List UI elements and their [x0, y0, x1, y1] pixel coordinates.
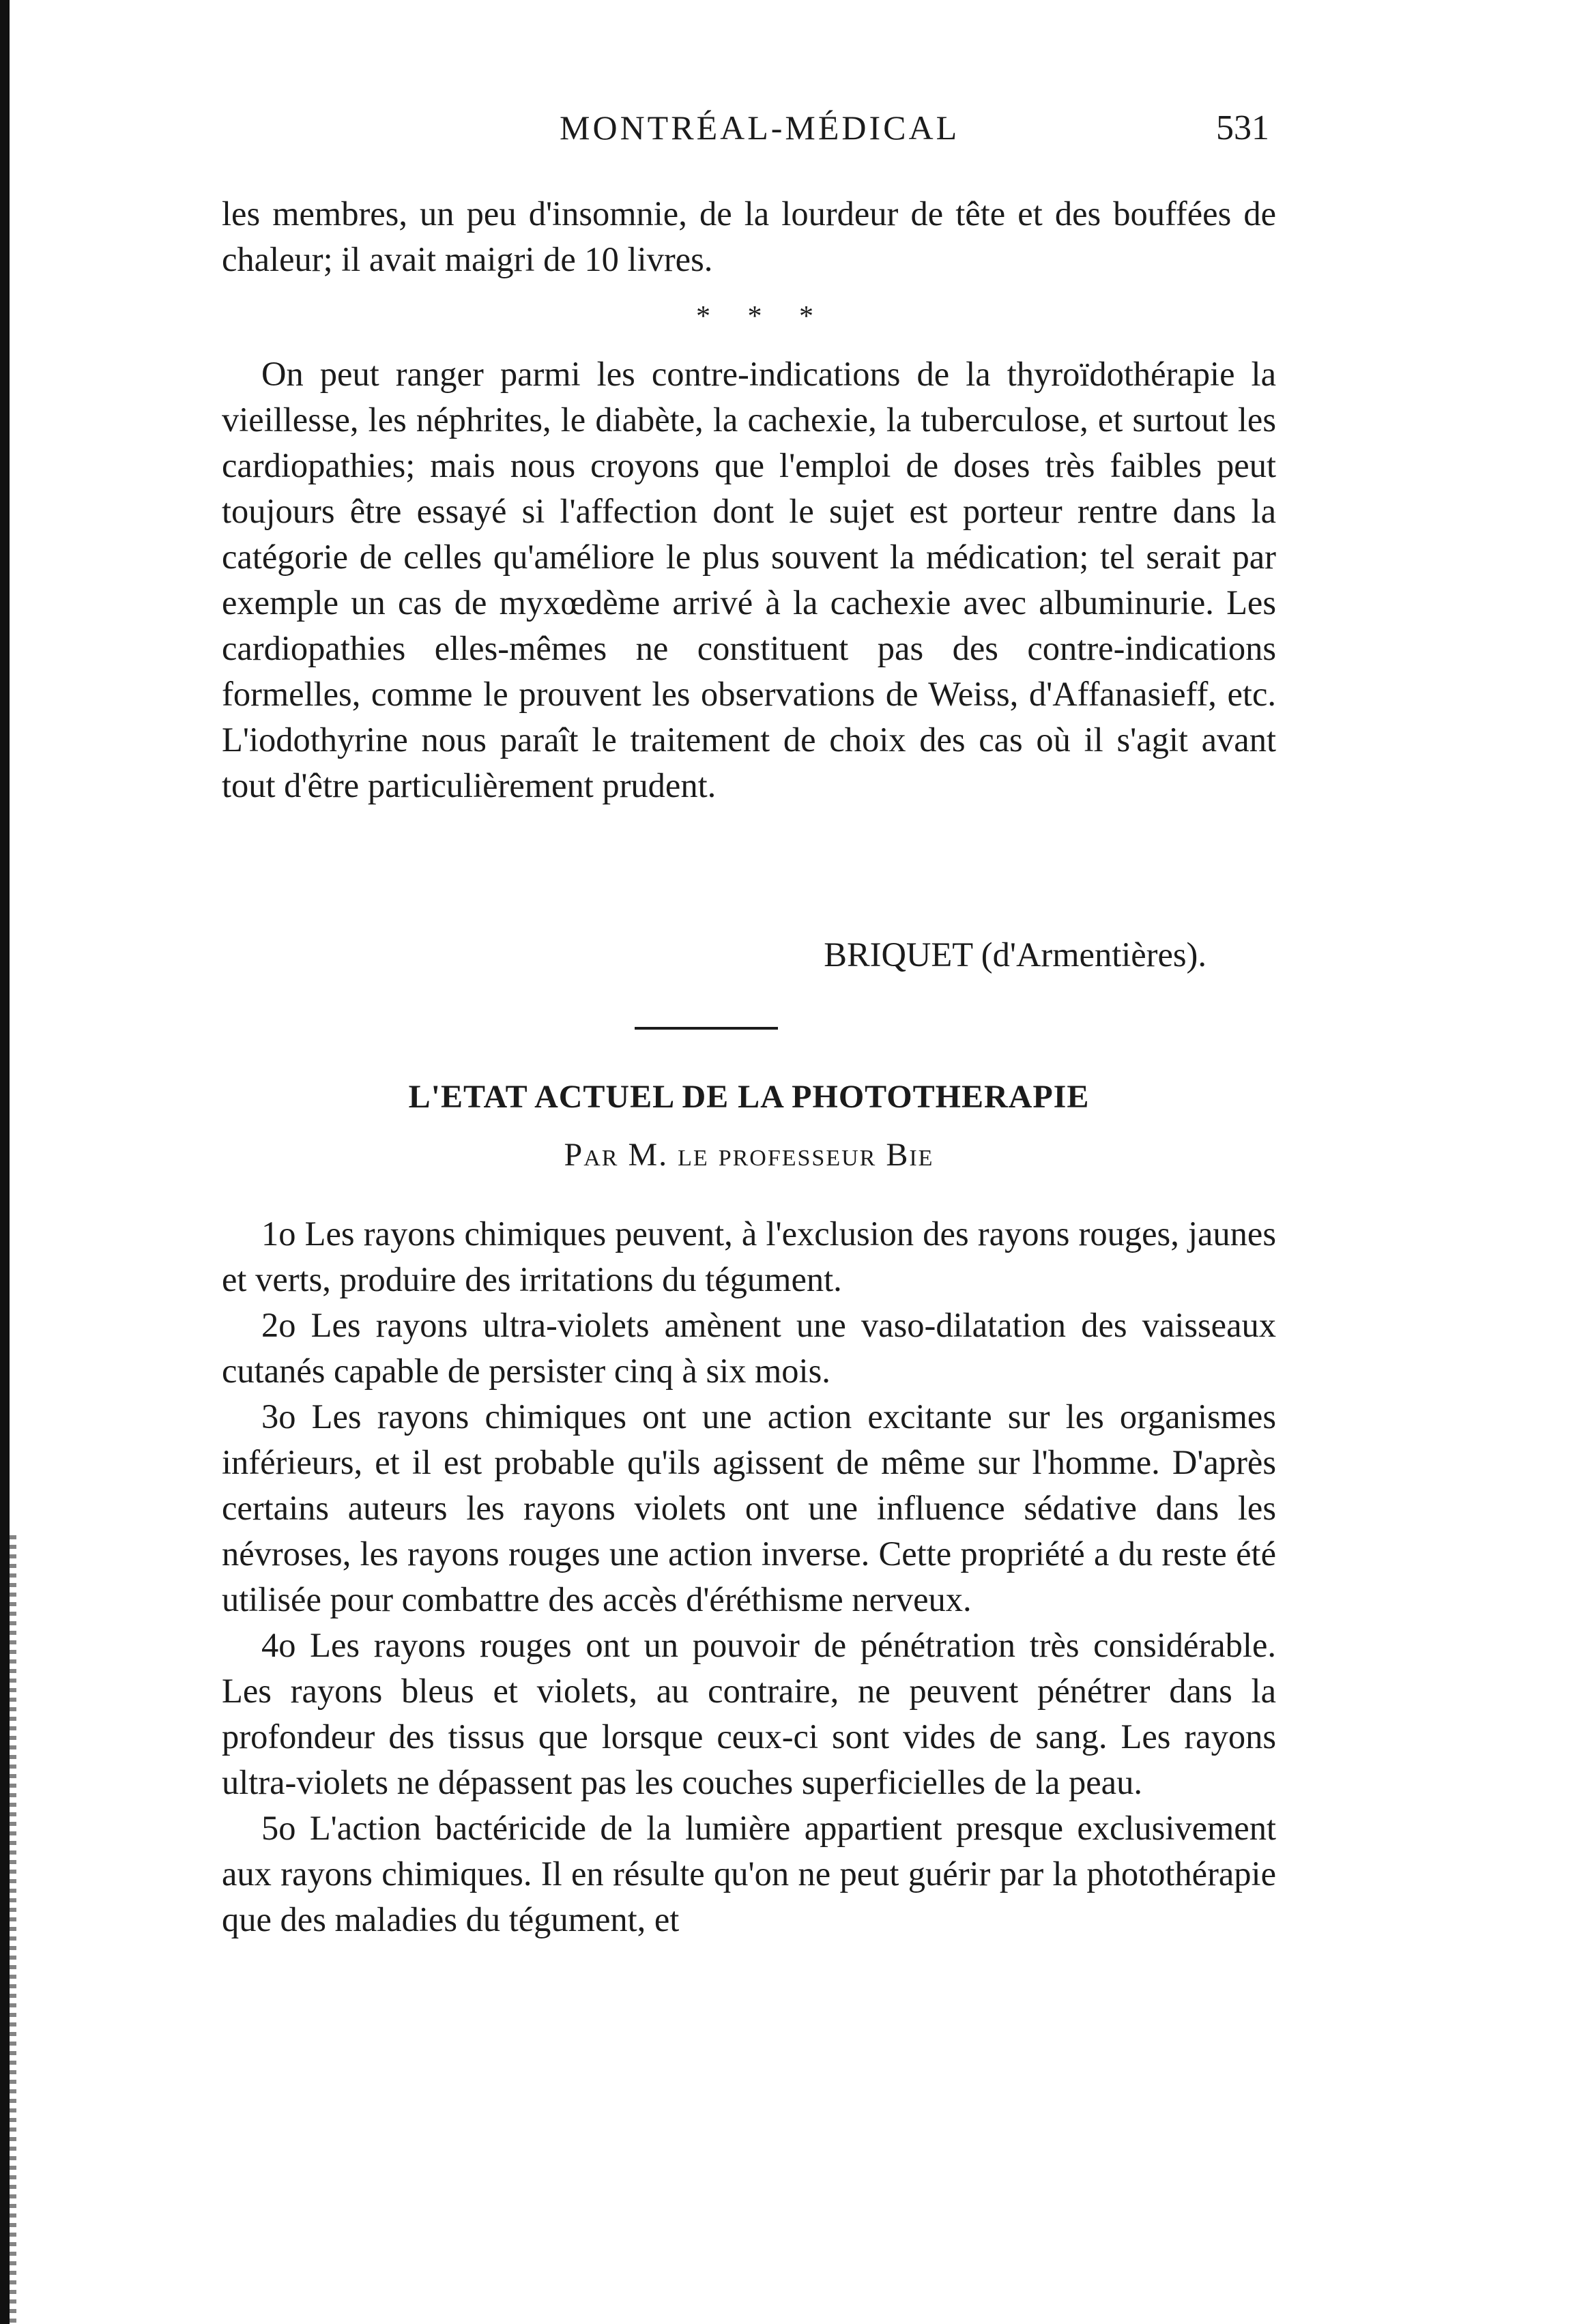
contraindications-block: [222, 351, 1276, 809]
finding-item-5: 5o L'action bactéricide de la lumière appartient presque exclusivement aux rayons chimiques. Il en résulte qu'on ne peut guérir par la photothérapie que des maladies du tégument, et: [222, 1809, 1276, 1938]
author-signature: BRIQUET (d'Armentières).: [824, 935, 1206, 974]
article-findings-list: [222, 1211, 1276, 1943]
article-byline: Par M. le professeur Bie: [564, 1137, 934, 1173]
book-binding-edge: [0, 0, 10, 2324]
section-separator: * * *: [696, 301, 828, 332]
finding-item-4: 4o Les rayons rouges ont un pouvoir de pénétration très considérable. Les rayons bleus et violets, au contraire, ne peuvent pénétrer dans la profondeur des tissus que lorsque ceux-ci sont vides de sang. Les rayons ultra-violets ne dépassent pas les couches superficielles de la peau.: [222, 1626, 1276, 1801]
opening-paragraph-block: [222, 191, 1276, 282]
section-divider-rule: [635, 1027, 778, 1030]
book-binding-fray: [10, 1535, 16, 2324]
running-title: MONTRÉAL-MÉDICAL: [560, 108, 960, 147]
page-header: [218, 108, 1269, 149]
page-number: 531: [1216, 108, 1269, 147]
opening-paragraph: les membres, un peu d'insomnie, de la lourdeur de tête et des bouffées de chaleur; il avait maigri de 10 livres.: [222, 194, 1276, 278]
finding-item-2: 2o Les rayons ultra-violets amènent une vaso-dilatation des vaisseaux cutanés capable de persister cinq à six mois.: [222, 1306, 1276, 1390]
article-title: L'ETAT ACTUEL DE LA PHOTOTHERAPIE: [408, 1079, 1090, 1115]
finding-item-3: 3o Les rayons chimiques ont une action excitante sur les organismes inférieurs, et il est probable qu'ils agissent de même sur l'homme. D'après certains auteurs les rayons violets ont une influence sédative dans les névroses, les rayons rouges une action inverse. Cette propriété a du reste été utilisée pour combattre des accès d'éréthisme nerveux.: [222, 1397, 1276, 1618]
finding-item-1: 1o Les rayons chimiques peuvent, à l'exclusion des rayons rouges, jaunes et verts, produire des irritations du tégument.: [222, 1215, 1276, 1298]
contraindications-paragraph: On peut ranger parmi les contre-indications de la thyroïdothérapie la vieillesse, les néphrites, le diabète, la cachexie, la tuberculose, et surtout les cardiopathies; mais nous croyons que l'emploi de doses très faibles peut toujours être essayé si l'affection dont le sujet est porteur rentre dans la catégorie de celles qu'améliore le plus souvent la médication; tel serait par exemple un cas de myxœdème arrivé à la cachexie avec albuminurie. Les cardiopathies elles-mêmes ne constituent pas des contre-indications formelles, comme le prouvent les observations de Weiss, d'Affanasieff, etc. L'iodothyrine nous paraît le traitement de choix des cas où il s'agit avant tout d'être particulièrement prudent.: [222, 355, 1276, 804]
